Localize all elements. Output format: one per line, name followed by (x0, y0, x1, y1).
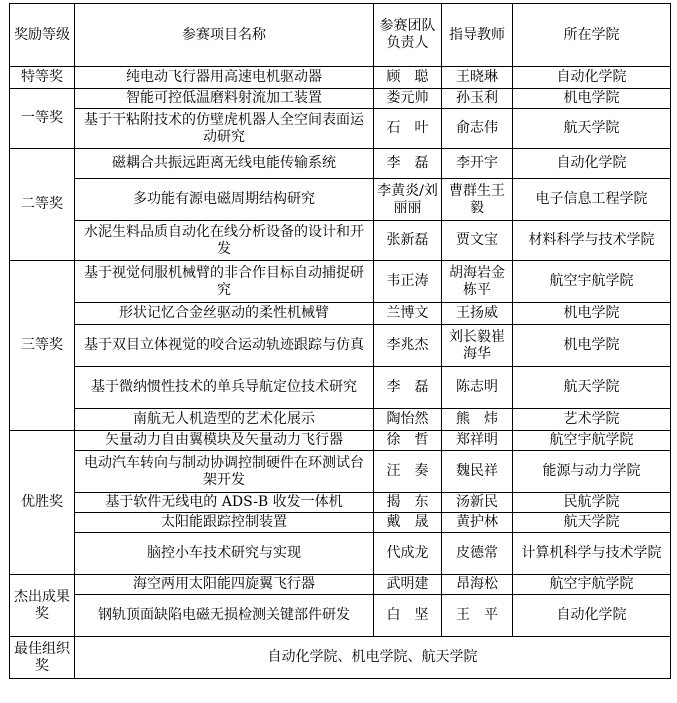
college-cell: 电子信息工程学院 (513, 179, 671, 221)
advisor-cell: 贾文宝 (442, 221, 513, 261)
project-name-cell: 电动汽车转向与制动协调控制硬件在环测试台架开发 (75, 451, 374, 493)
advisor-cell: 熊 炜 (442, 409, 513, 431)
leader-cell: 李 磊 (374, 149, 442, 179)
advisor-cell: 黄护林 (442, 513, 513, 533)
table-row (10, 431, 671, 451)
college-cell: 自动化学院 (513, 149, 671, 179)
college-cell: 航空宇航学院 (513, 431, 671, 451)
table-row (10, 221, 671, 261)
table-row (10, 513, 671, 533)
college-cell: 自动化学院 (513, 67, 671, 89)
table-row (10, 109, 671, 149)
advisor-cell: 曹群生王 毅 (442, 179, 513, 221)
leader-cell: 陶怡然 (374, 409, 442, 431)
advisor-cell: 王扬威 (442, 303, 513, 325)
college-cell: 航空宇航学院 (513, 261, 671, 303)
header-advisor: 指导教师 (442, 4, 513, 67)
leader-cell: 汪 奏 (374, 451, 442, 493)
table-row (10, 261, 671, 303)
table-row (10, 303, 671, 325)
leader-cell: 张新磊 (374, 221, 442, 261)
project-name-cell: 海空两用太阳能四旋翼飞行器 (75, 575, 374, 595)
college-cell: 机电学院 (513, 325, 671, 367)
advisor-cell: 皮德常 (442, 533, 513, 575)
header-college: 所在学院 (513, 4, 671, 67)
advisor-cell: 李开宇 (442, 149, 513, 179)
college-cell: 艺术学院 (513, 409, 671, 431)
leader-cell: 顾 聪 (374, 67, 442, 89)
leader-cell: 徐 哲 (374, 431, 442, 451)
college-cell: 能源与动力学院 (513, 451, 671, 493)
advisor-cell: 郑祥明 (442, 431, 513, 451)
leader-cell: 揭 东 (374, 493, 442, 513)
college-cell: 航天学院 (513, 367, 671, 409)
project-name-cell: 基于双目立体视觉的咬合运动轨迹跟踪与仿真 (75, 325, 374, 367)
advisor-cell: 陈志明 (442, 367, 513, 409)
college-cell: 机电学院 (513, 303, 671, 325)
table-row (10, 637, 671, 679)
leader-cell: 兰博文 (374, 303, 442, 325)
leader-cell: 代成龙 (374, 533, 442, 575)
table-row (10, 179, 671, 221)
table-row (10, 367, 671, 409)
college-cell: 计算机科学与技术学院 (513, 533, 671, 575)
leader-cell: 戴 晟 (374, 513, 442, 533)
table-row (10, 89, 671, 109)
leader-cell: 韦正涛 (374, 261, 442, 303)
project-name-cell: 基于干粘附技术的仿壁虎机器人全空间表面运动研究 (75, 109, 374, 149)
table-row (10, 325, 671, 367)
table-row (10, 595, 671, 637)
award-level-cell: 特等奖 (10, 67, 75, 89)
project-name-cell: 钢轨顶面缺陷电磁无损检测关键部件研发 (75, 595, 374, 637)
project-name-cell: 基于微纳惯性技术的单兵导航定位技术研究 (75, 367, 374, 409)
project-name-cell: 磁耦合共振远距离无线电能传输系统 (75, 149, 374, 179)
table-row (10, 493, 671, 513)
college-cell: 航天学院 (513, 513, 671, 533)
leader-cell: 石 叶 (374, 109, 442, 149)
college-cell: 材料科学与技术学院 (513, 221, 671, 261)
college-cell: 自动化学院 (513, 595, 671, 637)
best-org-colleges-cell: 自动化学院、机电学院、航天学院 (75, 637, 671, 679)
leader-cell: 李 磊 (374, 367, 442, 409)
advisor-cell: 魏民祥 (442, 451, 513, 493)
project-name-cell: 基于软件无线电的 ADS-B 收发一体机 (75, 493, 374, 513)
project-name-cell: 多功能有源电磁周期结构研究 (75, 179, 374, 221)
leader-cell: 白 坚 (374, 595, 442, 637)
advisor-cell: 汤新民 (442, 493, 513, 513)
advisor-cell: 王晓琳 (442, 67, 513, 89)
table-row (10, 451, 671, 493)
college-cell: 机电学院 (513, 89, 671, 109)
leader-cell: 李兆杰 (374, 325, 442, 367)
college-cell: 航天学院 (513, 109, 671, 149)
leader-cell: 娄元帅 (374, 89, 442, 109)
award-level-cell: 优胜奖 (10, 431, 75, 575)
table-row (10, 409, 671, 431)
award-level-cell: 一等奖 (10, 89, 75, 149)
awards-table (9, 3, 671, 679)
table-row (10, 67, 671, 89)
project-name-cell: 矢量动力自由翼模块及矢量动力飞行器 (75, 431, 374, 451)
award-level-cell: 杰出成果奖 (10, 575, 75, 637)
advisor-cell: 刘长毅崔海华 (442, 325, 513, 367)
college-cell: 航空宇航学院 (513, 575, 671, 595)
table-row (10, 575, 671, 595)
advisor-cell: 胡海岩金栋平 (442, 261, 513, 303)
advisor-cell: 孙玉利 (442, 89, 513, 109)
leader-cell: 武明建 (374, 575, 442, 595)
project-name-cell: 基于视觉伺服机械臂的非合作目标自动捕捉研究 (75, 261, 374, 303)
header-team-leader: 参赛团队负责人 (374, 4, 442, 67)
project-name-cell: 太阳能跟踪控制装置 (75, 513, 374, 533)
advisor-cell: 王 平 (442, 595, 513, 637)
project-name-cell: 纯电动飞行器用高速电机驱动器 (75, 67, 374, 89)
award-level-cell: 二等奖 (10, 149, 75, 261)
header-award-level: 奖励等级 (10, 4, 75, 67)
advisor-cell: 俞志伟 (442, 109, 513, 149)
award-level-cell: 最佳组织奖 (10, 637, 75, 679)
project-name-cell: 南航无人机造型的艺术化展示 (75, 409, 374, 431)
advisor-cell: 昂海松 (442, 575, 513, 595)
awards-body (10, 67, 671, 679)
award-level-cell: 三等奖 (10, 261, 75, 431)
table-row (10, 149, 671, 179)
project-name-cell: 智能可控低温磨料射流加工装置 (75, 89, 374, 109)
project-name-cell: 形状记忆合金丝驱动的柔性机械臂 (75, 303, 374, 325)
college-cell: 民航学院 (513, 493, 671, 513)
project-name-cell: 脑控小车技术研究与实现 (75, 533, 374, 575)
header-project-name: 参赛项目名称 (75, 4, 374, 67)
header-row (10, 4, 671, 67)
project-name-cell: 水泥生料品质自动化在线分析设备的设计和开发 (75, 221, 374, 261)
table-row (10, 533, 671, 575)
leader-cell: 李黄炎/刘丽丽 (374, 179, 442, 221)
